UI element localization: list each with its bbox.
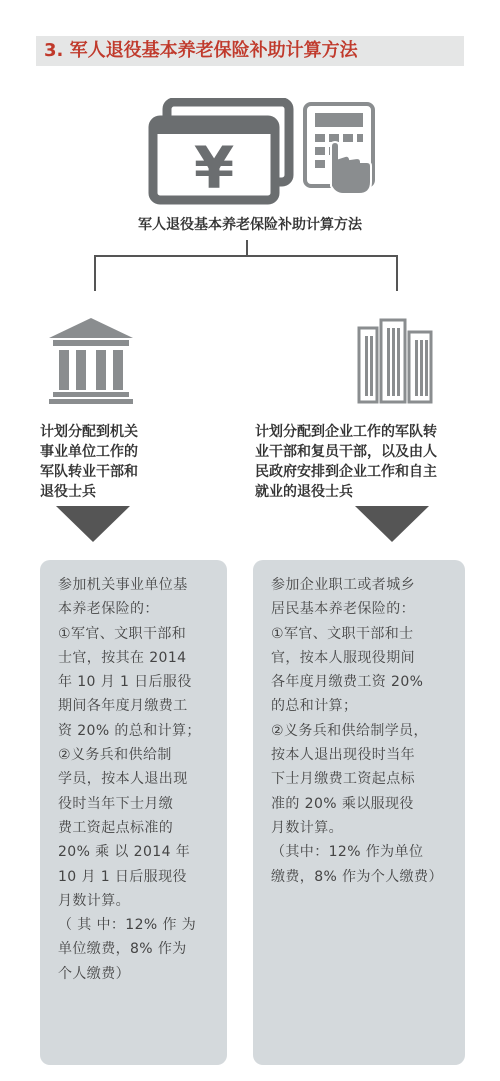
right-method-line: ①军官、文职干部和士 bbox=[271, 625, 414, 642]
left-method-line: 个人缴费） bbox=[58, 965, 130, 982]
right-category-line: 就业的退役士兵 bbox=[255, 484, 353, 500]
branch-bracket bbox=[94, 255, 398, 291]
yen-symbol: ¥ bbox=[193, 134, 235, 202]
office-building-icon bbox=[357, 318, 435, 404]
calculator-icon bbox=[305, 104, 373, 194]
right-method-line: 下士月缴费工资起点标 bbox=[271, 771, 415, 788]
government-building-icon bbox=[49, 318, 133, 404]
page-title: 3. 军人退役基本养老保险补助计算方法 bbox=[44, 40, 358, 61]
bracket-stem bbox=[246, 240, 248, 256]
left-method-box bbox=[40, 560, 227, 1065]
right-category-line: 业干部和复员干部，以及由人 bbox=[255, 444, 437, 460]
right-method-line: 居民基本养老保险的： bbox=[271, 601, 415, 618]
right-method-line: 参加企业职工或者城乡 bbox=[271, 577, 415, 593]
right-method-line: 缴费，8% 作为个人缴费） bbox=[271, 868, 443, 885]
right-method-line: 各年度月缴费工资 20% bbox=[271, 674, 424, 691]
right-method-box bbox=[253, 560, 465, 1065]
left-method-line: ①军官、文职干部和 bbox=[58, 625, 187, 642]
right-category bbox=[255, 422, 480, 502]
left-method-line: 费工资起点标准的 bbox=[58, 819, 174, 836]
left-method-line: 役时当年下士月缴 bbox=[58, 795, 174, 812]
diagram-subtitle: 军人退役基本养老保险补助计算方法 bbox=[138, 217, 362, 233]
money-calculator-illustration bbox=[145, 98, 380, 206]
left-category-line: 计划分配到机关 bbox=[40, 424, 138, 440]
left-method-line: 学员，按本人退出现 bbox=[58, 771, 188, 788]
left-method-line: 资 20% 的总和计算； bbox=[58, 722, 201, 739]
left-method-line: 月数计算。 bbox=[58, 892, 130, 909]
right-method-line: 按本人退出现役时当年 bbox=[271, 747, 415, 764]
right-method-line: 准的 20% 乘以服现役 bbox=[271, 795, 414, 812]
right-method-line: （其中：12% 作为单位 bbox=[271, 844, 424, 861]
down-arrow-icon bbox=[56, 506, 130, 542]
right-method-line: 月数计算。 bbox=[271, 819, 343, 836]
left-method-line: 本养老保险的： bbox=[58, 601, 159, 618]
left-method-line: 年 10 月 1 日后服役 bbox=[58, 674, 192, 691]
left-method-line: ②义务兵和供给制 bbox=[58, 747, 172, 764]
left-method-line: 士官，按其在 2014 bbox=[58, 649, 187, 666]
left-method-line: 10 月 1 日后服现役 bbox=[58, 868, 187, 885]
left-method-line: 单位缴费，8% 作为 bbox=[58, 941, 187, 958]
left-method-line: 20% 乘 以 2014 年 bbox=[58, 844, 191, 861]
left-category bbox=[40, 422, 240, 502]
left-category-line: 军队转业干部和 bbox=[40, 464, 138, 480]
left-method-line: （ 其 中：12% 作 为 bbox=[58, 917, 197, 934]
right-method-line: 的总和计算； bbox=[271, 698, 358, 715]
right-category-line: 民政府安排到企业工作和自主 bbox=[255, 464, 437, 480]
right-category-line: 计划分配到企业工作的军队转 bbox=[255, 424, 437, 440]
right-method-line: ②义务兵和供给制学员， bbox=[271, 722, 428, 739]
down-arrow-icon bbox=[355, 506, 429, 542]
right-method-line: 官，按本人服现役期间 bbox=[271, 649, 415, 666]
left-method-line: 参加机关事业单位基 bbox=[58, 577, 188, 593]
left-method-line: 期间各年度月缴费工 bbox=[58, 698, 188, 715]
money-card-icon bbox=[153, 102, 289, 202]
left-category-line: 退役士兵 bbox=[40, 484, 96, 500]
left-category-line: 事业单位工作的 bbox=[40, 444, 138, 460]
